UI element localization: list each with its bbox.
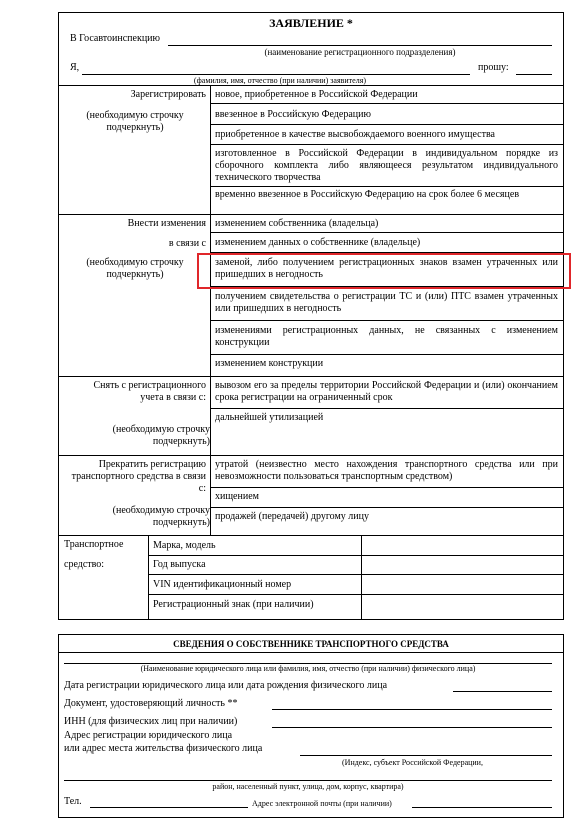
grid-line: [58, 214, 564, 215]
row-line: [210, 232, 564, 233]
deregister-option[interactable]: дальнейшей утилизацией: [215, 412, 324, 423]
name-line[interactable]: [82, 74, 470, 75]
row-line: [210, 487, 564, 488]
i-caption: (фамилия, имя, отчество (при наличии) заявителя): [193, 76, 367, 85]
row-line: [210, 186, 564, 187]
vehicle-field-label: VIN идентификационный номер: [153, 579, 292, 590]
vehicle-value-field[interactable]: [362, 575, 562, 593]
grid-line: [148, 535, 149, 620]
owner-title: СВЕДЕНИЯ О СОБСТВЕННИКЕ ТРАНСПОРТНОГО СРЕДСТВА: [173, 639, 449, 649]
owner-address-label: Адрес регистрации юридического лица: [64, 730, 233, 741]
vehicle-value-field[interactable]: [362, 556, 562, 574]
deregister-option[interactable]: вывозом его за пределы территории Российской Федерации и (или) окончанием срока регистрации на ограниченный срок: [215, 380, 558, 403]
changes-option[interactable]: изменениями регистрационных данных, не связанных с изменением конструкции: [215, 325, 558, 348]
owner-address-caption: (Индекс, субъект Российской Федерации,: [342, 758, 483, 767]
owner-email-caption: Адрес электронной почты (при наличии): [252, 799, 392, 808]
terminate-label: Прекратить регистрацию транспортного средства в связи с:: [71, 459, 206, 494]
grid-line: [58, 85, 564, 86]
owner-phone-line[interactable]: [90, 807, 248, 808]
owner-document-label: Документ, удостоверяющий личность **: [64, 698, 238, 709]
register-option[interactable]: временно ввезенное в Российскую Федерацию на срок более 6 месяцев: [215, 189, 520, 200]
row-line: [210, 103, 564, 104]
grid-line: [210, 85, 211, 535]
row-line: [210, 408, 564, 409]
owner-name-caption: (Наименование юридического лица или фамилия, имя, отчество (при наличии) физического лица): [140, 664, 476, 673]
vehicle-field-label: Марка, модель: [153, 540, 216, 551]
row-line: [210, 507, 564, 508]
register-option[interactable]: новое, приобретенное в Российской Федерации: [215, 89, 418, 100]
owner-date-line[interactable]: [453, 691, 552, 692]
to-label: В Госавтоинспекцию: [70, 33, 160, 44]
register-option[interactable]: изготовленное в Российской Федерации в индивидуальном порядке из сборочного комплекта либо являющееся результатом индивидуального технического творчества: [215, 148, 558, 183]
row-line: [210, 124, 564, 125]
to-caption: (наименование регистрационного подразделения): [264, 47, 456, 57]
row-line: [210, 354, 564, 355]
title-divider: [58, 652, 564, 653]
vehicle-field-label: Регистрационный знак (при наличии): [153, 599, 314, 610]
highlight-frame: [197, 253, 571, 289]
owner-inn-label: ИНН (для физических лиц при наличии): [64, 716, 238, 727]
changes-option[interactable]: заменой, либо получением регистрационных знаков взамен утраченных или пришедших в негодность: [215, 257, 558, 280]
owner-phone-label: Тел.: [64, 796, 82, 807]
form-title: ЗАЯВЛЕНИЕ *: [269, 16, 353, 30]
changes-option[interactable]: изменением данных о собственнике (владельце): [215, 237, 421, 248]
owner-document-line[interactable]: [272, 709, 552, 710]
changes-option[interactable]: получением свидетельства о регистрации ТС и (или) ПТС взамен утраченных или пришедших в негодность: [215, 291, 558, 314]
vehicle-label: Транспортное: [64, 539, 124, 550]
register-hint: (необходимую строчку подчеркнуть): [86, 110, 184, 133]
register-option[interactable]: ввезенное в Российскую Федерацию: [215, 109, 371, 120]
deregister-hint: (необходимую строчку подчеркнуть): [112, 424, 210, 447]
vehicle-value-field[interactable]: [362, 536, 562, 554]
owner-address-line[interactable]: [300, 755, 552, 756]
owner-address-label-2: или адрес места жительства физического лица: [64, 743, 263, 754]
i-label: Я,: [70, 62, 80, 73]
owner-email-line[interactable]: [412, 807, 552, 808]
request-word: прошу:: [478, 62, 509, 73]
changes-option[interactable]: изменением собственника (владельца): [215, 218, 379, 229]
grid-line: [58, 455, 564, 456]
vehicle-label-2: средство:: [64, 559, 105, 570]
terminate-option[interactable]: продажей (передачей) другому лицу: [215, 511, 369, 522]
vehicle-value-field[interactable]: [362, 595, 562, 619]
owner-inn-line[interactable]: [272, 727, 552, 728]
row-line: [210, 144, 564, 145]
terminate-option[interactable]: утратой (неизвестно место нахождения транспортного средства или при невозможности пользоваться транспортным средством): [215, 459, 558, 482]
request-line[interactable]: [516, 74, 552, 75]
vehicle-field-label: Год выпуска: [153, 559, 206, 570]
changes-option[interactable]: изменением конструкции: [215, 358, 324, 369]
terminate-hint: (необходимую строчку подчеркнуть): [112, 505, 210, 528]
changes-label: Внести изменения: [127, 218, 206, 229]
changes-label-2: в связи с: [168, 238, 206, 249]
changes-hint: (необходимую строчку подчеркнуть): [86, 257, 184, 280]
terminate-option[interactable]: хищением: [215, 491, 259, 502]
deregister-label: Снять с регистрационного учета в связи с:: [93, 380, 206, 403]
register-label: Зарегистрировать: [130, 89, 206, 100]
row-line: [210, 320, 564, 321]
owner-address-caption-2: район, населенный пункт, улица, дом, корпус, квартира): [212, 782, 404, 791]
owner-date-label: Дата регистрации юридического лица или дата рождения физического лица: [64, 680, 388, 691]
register-option[interactable]: приобретенное в качестве высвобождаемого военного имущества: [215, 129, 495, 140]
to-line[interactable]: [168, 45, 552, 46]
owner-address-line-2[interactable]: [64, 780, 552, 781]
grid-line: [58, 376, 564, 377]
